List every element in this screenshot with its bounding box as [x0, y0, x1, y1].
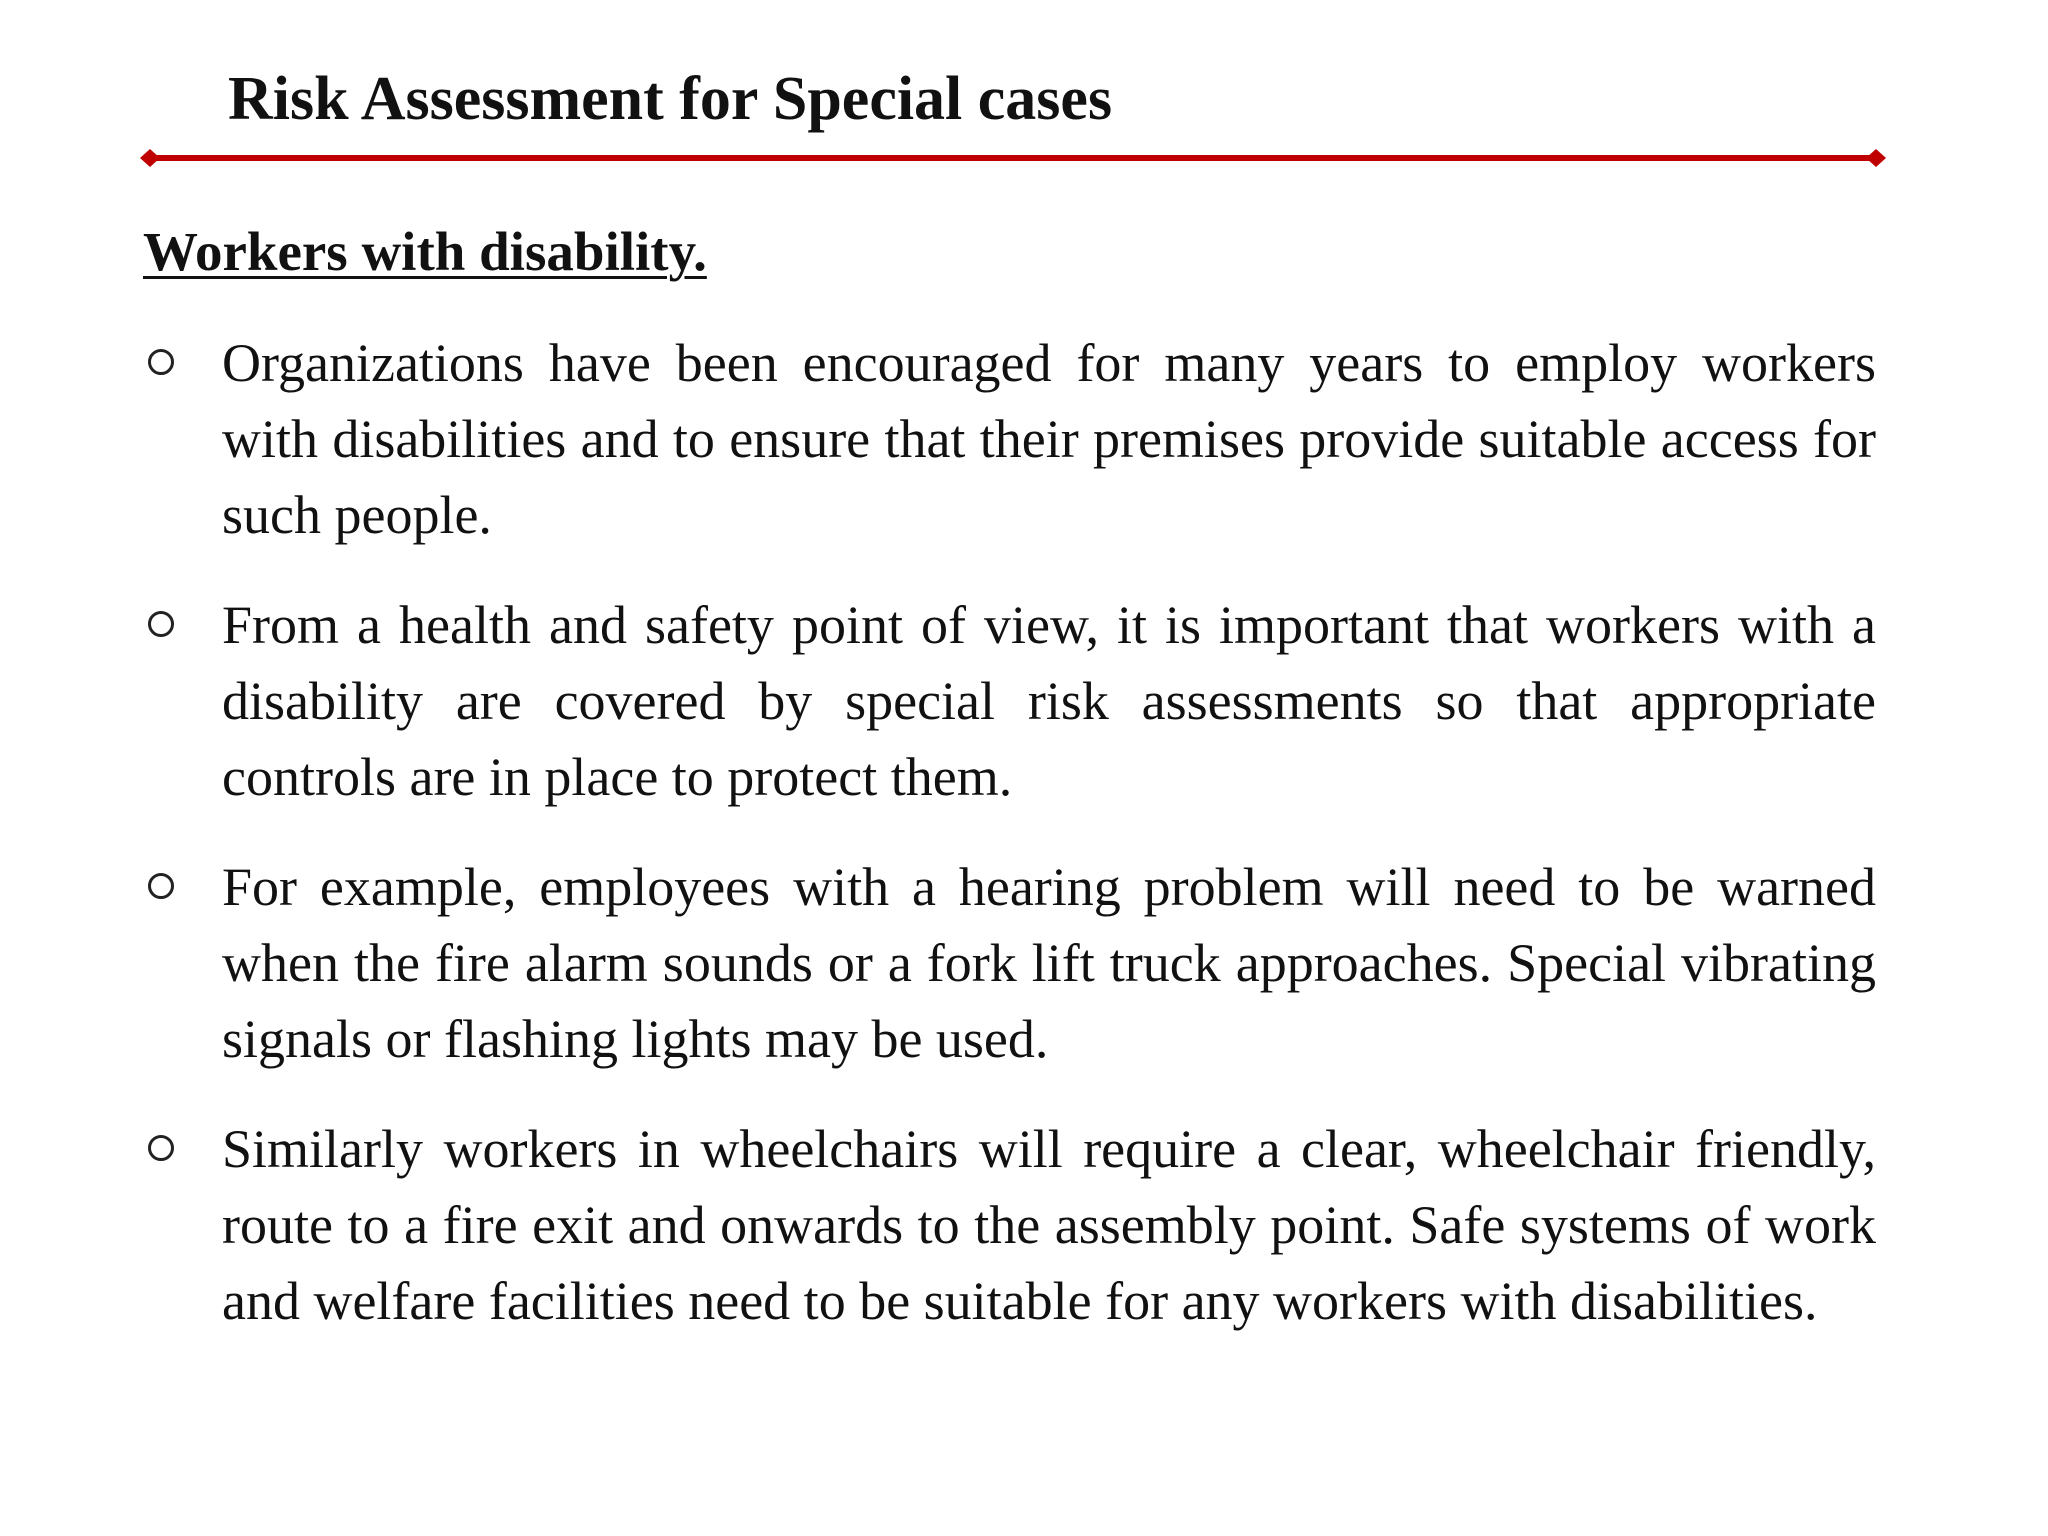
- bullet-list: [140, 325, 1876, 1373]
- bullet-item: [140, 849, 1876, 1077]
- bullet-text: From a health and safety point of view, it is important that workers with a disability are covered by special risk assessments so that appropriate controls are in place to protect them.: [222, 595, 1876, 807]
- bullet-item: [140, 587, 1876, 815]
- hollow-circle-bullet-icon: [148, 611, 174, 637]
- bullet-item: [140, 1111, 1876, 1339]
- divider-left-diamond-icon: [140, 149, 160, 167]
- title-divider: [140, 148, 1886, 168]
- section-subheading: Workers with disability.: [143, 221, 707, 282]
- hollow-circle-bullet-icon: [148, 349, 174, 375]
- bullet-text: Organizations have been encouraged for many years to employ workers with disabilities and to ensure that their premises provide suitable access for such people.: [222, 333, 1876, 545]
- divider-right-diamond-icon: [1866, 149, 1886, 167]
- hollow-circle-bullet-icon: [148, 873, 174, 899]
- bullet-text: Similarly workers in wheelchairs will require a clear, wheelchair friendly, route to a fire exit and onwards to the assembly point. Safe systems of work and welfare facilities need to be suitable for any workers with disabilities.: [222, 1119, 1876, 1331]
- slide-title: Risk Assessment for Special cases: [228, 65, 1113, 133]
- bullet-item: [140, 325, 1876, 553]
- hollow-circle-bullet-icon: [148, 1135, 174, 1161]
- bullet-text: For example, employees with a hearing problem will need to be warned when the fire alarm sounds or a fork lift truck approaches. Special vibrating signals or flashing lights may be used.: [222, 857, 1876, 1069]
